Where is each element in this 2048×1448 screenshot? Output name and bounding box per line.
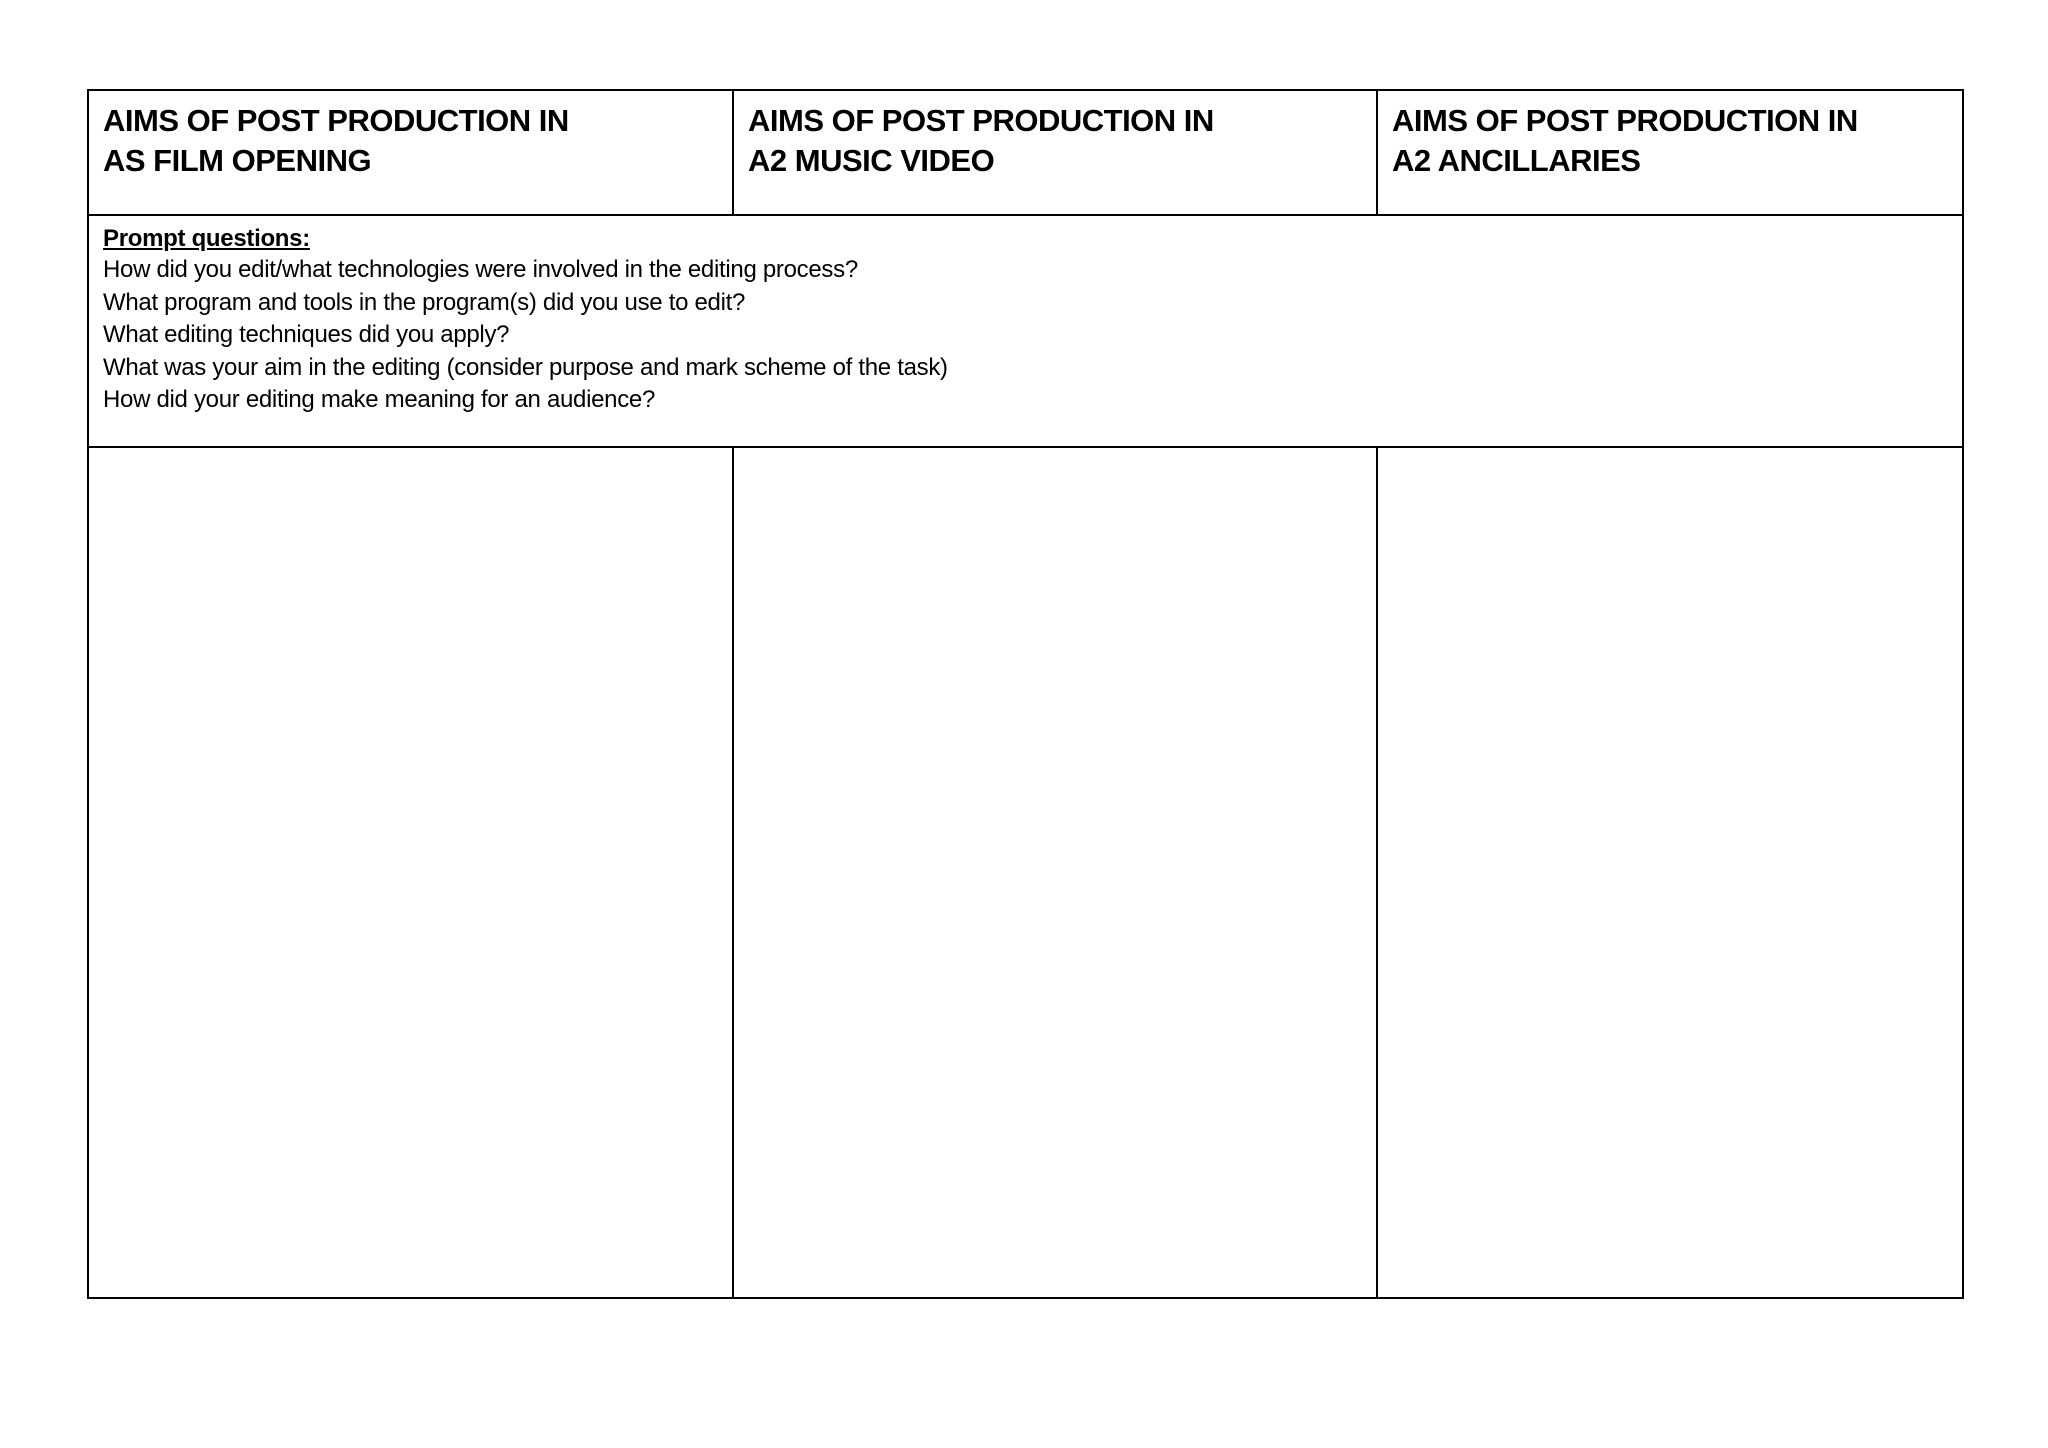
header-line-1: AIMS OF POST PRODUCTION IN	[103, 103, 569, 138]
header-cell-film-opening	[89, 91, 734, 214]
prompt-questions-row	[89, 216, 1962, 448]
worksheet-table	[87, 89, 1964, 1299]
prompt-question: What editing techniques did you apply?	[103, 321, 510, 348]
header-cell-music-video	[734, 91, 1378, 214]
header-row	[89, 91, 1962, 216]
answer-cell-film-opening[interactable]	[89, 448, 734, 1297]
prompt-title: Prompt questions:	[103, 225, 310, 252]
prompt-question: How did your editing make meaning for an audience?	[103, 386, 656, 413]
prompt-question: What was your aim in the editing (consider purpose and mark scheme of the task)	[103, 353, 948, 381]
answer-row	[89, 448, 1962, 1297]
header-line-1: AIMS OF POST PRODUCTION IN	[1392, 103, 1858, 138]
header-line-1: AIMS OF POST PRODUCTION IN	[748, 103, 1214, 138]
answer-cell-ancillaries[interactable]	[1378, 448, 1962, 1297]
header-line-2: A2 MUSIC VIDEO	[748, 143, 995, 178]
prompt-question: How did you edit/what technologies were involved in the editing process?	[103, 256, 858, 283]
header-line-2: AS FILM OPENING	[103, 143, 372, 178]
header-line-2: A2 ANCILLARIES	[1392, 143, 1641, 178]
prompt-question-list	[103, 254, 1948, 417]
header-cell-ancillaries	[1378, 91, 1962, 214]
answer-cell-music-video[interactable]	[734, 448, 1378, 1297]
prompt-question: What program and tools in the program(s) did you use to edit?	[103, 288, 746, 316]
